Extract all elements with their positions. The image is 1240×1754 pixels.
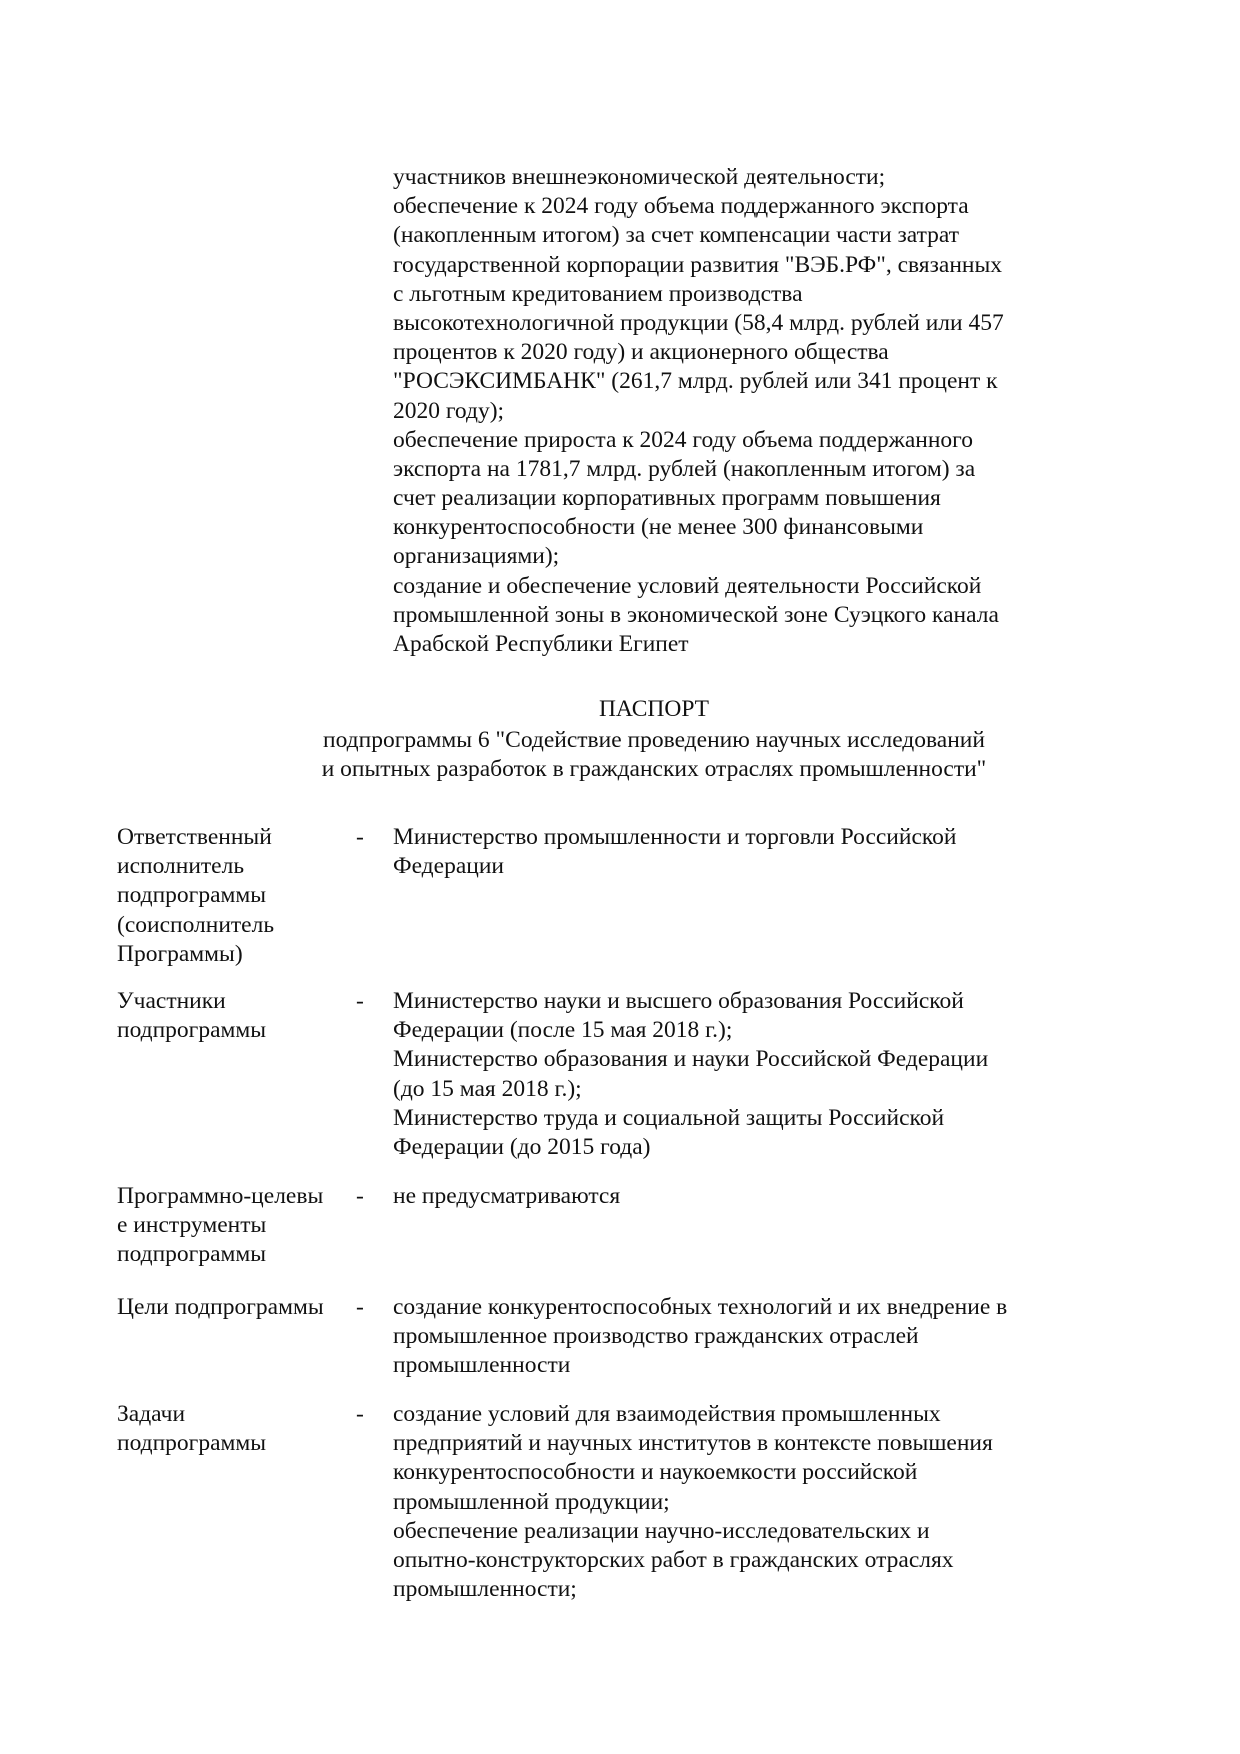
text-line: конкурентоспособности и наукоемкости российской xyxy=(393,1459,918,1486)
passport-subtitle: подпрограммы 6 "Содействие проведению научных исследований и опытных разработок в гражданских отраслях промышленности" xyxy=(321,727,987,783)
text-line: промышленной зоны в экономической зоне Суэцкого канала xyxy=(393,601,999,628)
row-dash: - xyxy=(356,1183,364,1209)
text-line: обеспечение к 2024 году объема поддержанного экспорта xyxy=(393,193,969,220)
text-line: с льготным кредитованием производства xyxy=(393,280,803,307)
text-line: промышленной продукции; xyxy=(393,1488,670,1515)
text-line: Задачи xyxy=(117,1401,186,1427)
text-line: Цели подпрограммы xyxy=(117,1294,324,1320)
passport-title: ПАСПОРТ xyxy=(598,696,710,722)
row-dash: - xyxy=(356,1401,364,1427)
text-line: (соисполнитель xyxy=(117,911,275,938)
row-value xyxy=(393,1293,1007,1381)
text-line: Ответственный xyxy=(117,824,272,850)
text-line: промышленное производство гражданских отраслей xyxy=(393,1323,919,1350)
row-value xyxy=(393,1400,993,1604)
text-line: обеспечение прироста к 2024 году объема поддержанного xyxy=(393,426,973,453)
text-line: создание и обеспечение условий деятельности Российской xyxy=(393,572,982,599)
text-line: е инструменты xyxy=(117,1212,267,1239)
row-label xyxy=(117,1182,323,1270)
text-line: не предусматриваются xyxy=(393,1183,621,1209)
row-dash: - xyxy=(356,1294,364,1320)
text-line: промышленности; xyxy=(393,1576,577,1603)
text-line: Министерство науки и высшего образования Российской xyxy=(393,988,964,1014)
text-line: Министерство образования и науки Российской Федерации xyxy=(393,1046,989,1073)
text-line: Программно-целевы xyxy=(117,1183,324,1209)
intro-text xyxy=(393,163,1004,659)
row-value xyxy=(393,987,988,1162)
text-line: опытно-конструкторских работ в гражданских отраслях xyxy=(393,1546,954,1573)
row-value xyxy=(393,1182,620,1211)
text-line: (до 15 мая 2018 г.); xyxy=(393,1075,582,1102)
row-value xyxy=(393,823,956,881)
text-line: "РОСЭКСИМБАНК" (261,7 млрд. рублей или 341 процент к xyxy=(393,368,998,395)
text-line: подпрограммы xyxy=(117,1430,267,1457)
row-label xyxy=(117,1293,324,1322)
text-line: участников внешнеэкономической деятельности; xyxy=(393,164,886,190)
text-line: Министерство труда и социальной защиты Российской xyxy=(393,1104,945,1131)
text-line: Федерации (после 15 мая 2018 г.); xyxy=(393,1017,733,1044)
text-line: экспорта на 1781,7 млрд. рублей (накопленным итогом) за xyxy=(393,455,976,482)
row-label xyxy=(117,823,274,969)
text-line: Федерации (до 2015 года) xyxy=(393,1133,651,1160)
text-line: промышленности xyxy=(393,1352,571,1379)
row-label xyxy=(117,1400,266,1458)
text-line: 2020 году); xyxy=(393,397,505,424)
text-line: Участники xyxy=(117,988,226,1014)
row-label xyxy=(117,987,266,1045)
text-line: подпрограммы xyxy=(117,1017,267,1044)
text-line: создание условий для взаимодействия промышленных xyxy=(393,1401,941,1427)
text-line: счет реализации корпоративных программ повышения xyxy=(393,485,941,512)
row-dash: - xyxy=(356,824,364,850)
text-line: (накопленным итогом) за счет компенсации части затрат xyxy=(393,222,960,249)
text-line: подпрограммы xyxy=(117,1241,267,1268)
text-line: государственной корпорации развития "ВЭБ.РФ", связанных xyxy=(393,251,1003,278)
text-line: процентов к 2020 году) и акционерного общества xyxy=(393,339,889,366)
text-line: исполнитель xyxy=(117,853,245,880)
text-line: высокотехнологичной продукции (58,4 млрд. рублей или 457 xyxy=(393,309,1004,336)
text-line: подпрограммы xyxy=(117,882,267,909)
text-line: предприятий и научных институтов в контексте повышения xyxy=(393,1430,993,1457)
text-line: обеспечение реализации научно-исследовательских и xyxy=(393,1517,930,1544)
text-line: конкурентоспособности (не менее 300 финансовыми xyxy=(393,514,924,541)
row-dash: - xyxy=(356,988,364,1014)
text-line: создание конкурентоспособных технологий и их внедрение в xyxy=(393,1294,1008,1320)
text-line: организациями); xyxy=(393,543,560,570)
text-line: Министерство промышленности и торговли Российской xyxy=(393,824,957,850)
text-line: Федерации xyxy=(393,853,504,880)
text-line: Арабской Республики Египет xyxy=(393,631,689,657)
text-line: Программы) xyxy=(117,940,243,967)
